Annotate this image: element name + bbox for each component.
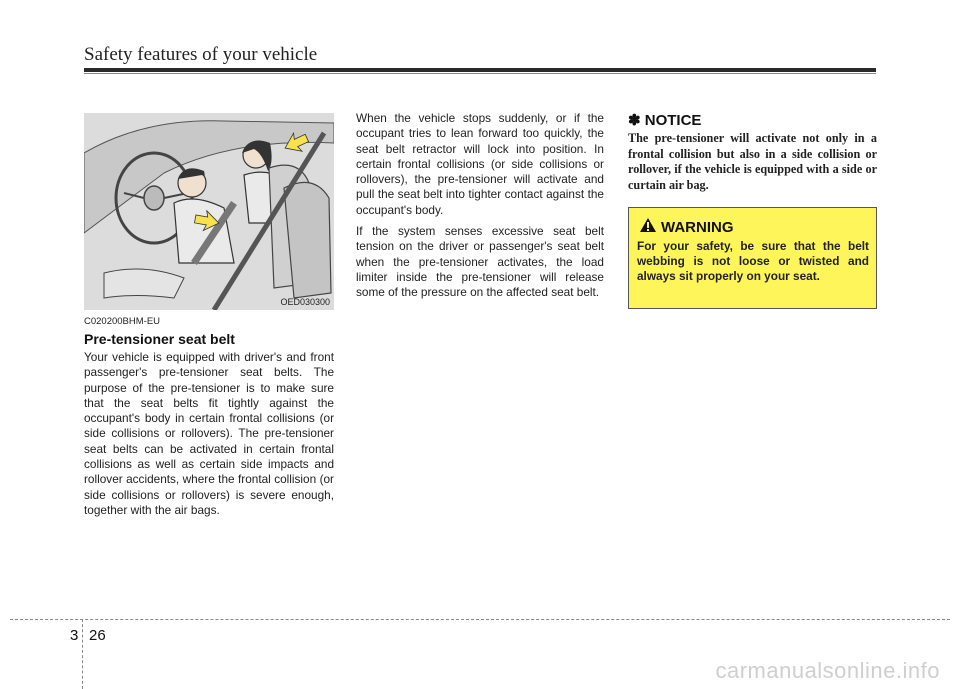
column2-paragraph-2: If the system senses excessive seat belt tension on the driver or passenger's seat belt when the pre-tensioner activates, the load limiter inside the pre-tensioner will release some of the pressure on the affected seat belt. xyxy=(356,224,604,300)
notice-title: ✽ NOTICE xyxy=(628,112,702,129)
column-2 xyxy=(356,111,604,307)
warning-title: WARNING xyxy=(661,219,734,236)
section-title: Pre-tensioner seat belt xyxy=(84,331,235,347)
illustration-drawing xyxy=(84,113,334,310)
section-code: C020200BHM-EU xyxy=(84,316,161,327)
column2-paragraph-1: When the vehicle stops suddenly, or if the occupant tries to lean forward too quickly, the seat belt retractor will lock into position. In certain frontal collisions (or side collisions or rollovers), the pre-tensioner will activate and pull the seat belt into tighter contact against the occupant's body. xyxy=(356,111,604,217)
section-paragraph: Your vehicle is equipped with driver's and front passenger's pre-tensioner seat belts. The purpose of the pre-tensioner is to make sure that the seat belts fit tightly against the occupant's body in certain frontal collisions (or side collisions or rollovers). The pre-tensioner seat belts can be activated in certain frontal collisions as well as certain side impacts and rollover accidents, where the frontal collision (or side collisions or rollovers) is severe enough, together with the air bags. xyxy=(84,350,334,517)
header-rule-thin xyxy=(84,73,876,74)
warning-box xyxy=(628,207,877,309)
header-title: Safety features of your vehicle xyxy=(84,44,318,65)
chapter-number: 3 xyxy=(70,627,79,644)
footer-rule xyxy=(10,619,950,620)
figure-code: OED030300 xyxy=(280,297,330,307)
warning-text: For your safety, be sure that the belt webbing is not loose or twisted and always sit properly on your seat. xyxy=(637,239,869,283)
watermark: carmanualsonline.info xyxy=(715,658,940,683)
notice-text: The pre-tensioner will activate not only in a frontal collision but also in a side collision or rollover, if the vehicle is equipped with a side or curtain air bag. xyxy=(628,131,877,192)
warning-triangle-icon xyxy=(639,217,657,233)
footer-divider xyxy=(82,619,83,689)
page-number: 26 xyxy=(89,627,106,644)
seatbelt-illustration xyxy=(84,113,334,310)
header-rule xyxy=(84,68,876,72)
